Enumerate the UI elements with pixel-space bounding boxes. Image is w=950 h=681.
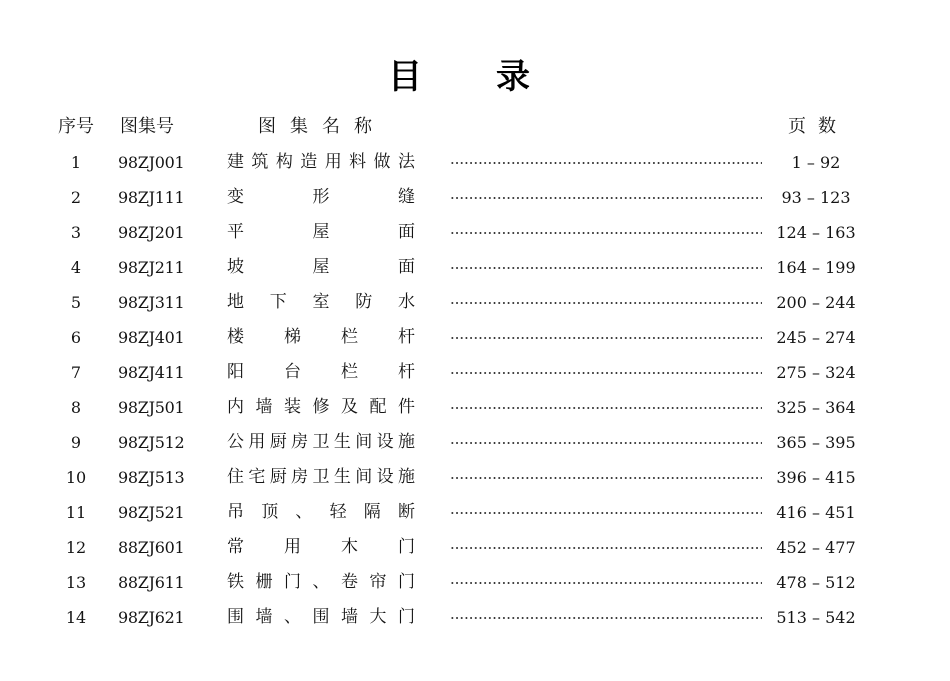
toc-row xyxy=(0,426,950,461)
row-code: 88ZJ601 xyxy=(118,538,185,557)
row-code: 98ZJ111 xyxy=(118,188,185,207)
row-name: 吊 顶 、 轻 隔 断 xyxy=(227,502,415,522)
row-pages: 124 – 163 xyxy=(776,223,856,242)
row-code: 98ZJ621 xyxy=(118,608,185,627)
row-pages: 275 – 324 xyxy=(776,363,856,382)
row-pages: 478 – 512 xyxy=(776,573,856,592)
row-pages: 365 – 395 xyxy=(776,433,856,452)
row-seq: 1 xyxy=(70,153,82,172)
row-seq: 6 xyxy=(70,328,82,347)
row-pages: 164 – 199 xyxy=(776,258,856,277)
toc-row xyxy=(0,146,950,181)
row-name: 常 用 木 门 xyxy=(227,537,415,557)
row-seq: 10 xyxy=(65,468,87,487)
header-code: 图集号 xyxy=(120,116,174,137)
toc-row xyxy=(0,251,950,286)
leader-dots xyxy=(450,426,762,461)
row-seq: 5 xyxy=(70,293,82,312)
toc-row xyxy=(0,461,950,496)
row-code: 88ZJ611 xyxy=(118,573,185,592)
leader-dots xyxy=(450,391,762,426)
leader-dots xyxy=(450,566,762,601)
row-name: 铁 栅 门 、 卷 帘 门 xyxy=(227,572,415,592)
row-code: 98ZJ411 xyxy=(118,363,185,382)
row-pages: 513 – 542 xyxy=(776,608,856,627)
row-pages: 245 – 274 xyxy=(776,328,856,347)
row-seq: 7 xyxy=(70,363,82,382)
row-name: 围 墙 、 围 墙 大 门 xyxy=(227,607,415,627)
row-name: 楼 梯 栏 杆 xyxy=(227,327,415,347)
row-code: 98ZJ001 xyxy=(118,153,185,172)
leader-dots xyxy=(450,251,762,286)
toc-row xyxy=(0,356,950,391)
row-seq: 4 xyxy=(70,258,82,277)
row-code: 98ZJ201 xyxy=(118,223,185,242)
row-seq: 12 xyxy=(65,538,87,557)
row-code: 98ZJ512 xyxy=(118,433,185,452)
header-seq: 序号 xyxy=(58,116,94,137)
row-code: 98ZJ501 xyxy=(118,398,185,417)
row-name: 建 筑 构 造 用 料 做 法 xyxy=(227,152,415,172)
row-pages: 1 – 92 xyxy=(791,153,841,172)
toc-list xyxy=(0,146,950,636)
toc-row xyxy=(0,566,950,601)
leader-dots xyxy=(450,321,762,356)
row-seq: 9 xyxy=(70,433,82,452)
header-name: 图集名称 xyxy=(258,116,386,137)
leader-dots xyxy=(450,356,762,391)
row-name: 平 屋 面 xyxy=(227,222,415,242)
row-code: 98ZJ521 xyxy=(118,503,185,522)
leader-dots xyxy=(450,286,762,321)
row-name: 公 用 厨 房 卫 生 间 设 施 xyxy=(227,432,415,452)
leader-dots xyxy=(450,146,762,181)
row-name: 地 下 室 防 水 xyxy=(227,292,415,312)
leader-dots xyxy=(450,496,762,531)
leader-dots xyxy=(450,216,762,251)
row-pages: 416 – 451 xyxy=(776,503,856,522)
toc-row xyxy=(0,216,950,251)
row-code: 98ZJ401 xyxy=(118,328,185,347)
title-char-1: 目 xyxy=(388,57,422,97)
leader-dots xyxy=(450,181,762,216)
row-seq: 14 xyxy=(65,608,87,627)
row-code: 98ZJ311 xyxy=(118,293,185,312)
toc-row xyxy=(0,496,950,531)
row-seq: 3 xyxy=(70,223,82,242)
row-pages: 325 – 364 xyxy=(776,398,856,417)
toc-row xyxy=(0,181,950,216)
header-pages: 页数 xyxy=(788,116,848,137)
row-code: 98ZJ211 xyxy=(118,258,185,277)
row-name: 变 形 缝 xyxy=(227,187,415,207)
row-pages: 396 – 415 xyxy=(776,468,856,487)
row-code: 98ZJ513 xyxy=(118,468,185,487)
row-pages: 93 – 123 xyxy=(781,188,851,207)
leader-dots xyxy=(450,461,762,496)
page-title xyxy=(0,52,950,102)
row-seq: 8 xyxy=(70,398,82,417)
row-seq: 13 xyxy=(65,573,87,592)
leader-dots xyxy=(450,531,762,566)
row-seq: 11 xyxy=(65,503,87,522)
row-name: 坡 屋 面 xyxy=(227,257,415,277)
toc-row xyxy=(0,321,950,356)
leader-dots xyxy=(450,601,762,636)
row-name: 阳 台 栏 杆 xyxy=(227,362,415,382)
toc-row xyxy=(0,601,950,636)
row-name: 内 墙 装 修 及 配 件 xyxy=(227,397,415,417)
row-pages: 452 – 477 xyxy=(776,538,856,557)
toc-row xyxy=(0,531,950,566)
row-seq: 2 xyxy=(70,188,82,207)
row-pages: 200 – 244 xyxy=(776,293,856,312)
row-name: 住 宅 厨 房 卫 生 间 设 施 xyxy=(227,467,415,487)
title-char-2: 录 xyxy=(496,57,530,97)
toc-row xyxy=(0,286,950,321)
toc-row xyxy=(0,391,950,426)
